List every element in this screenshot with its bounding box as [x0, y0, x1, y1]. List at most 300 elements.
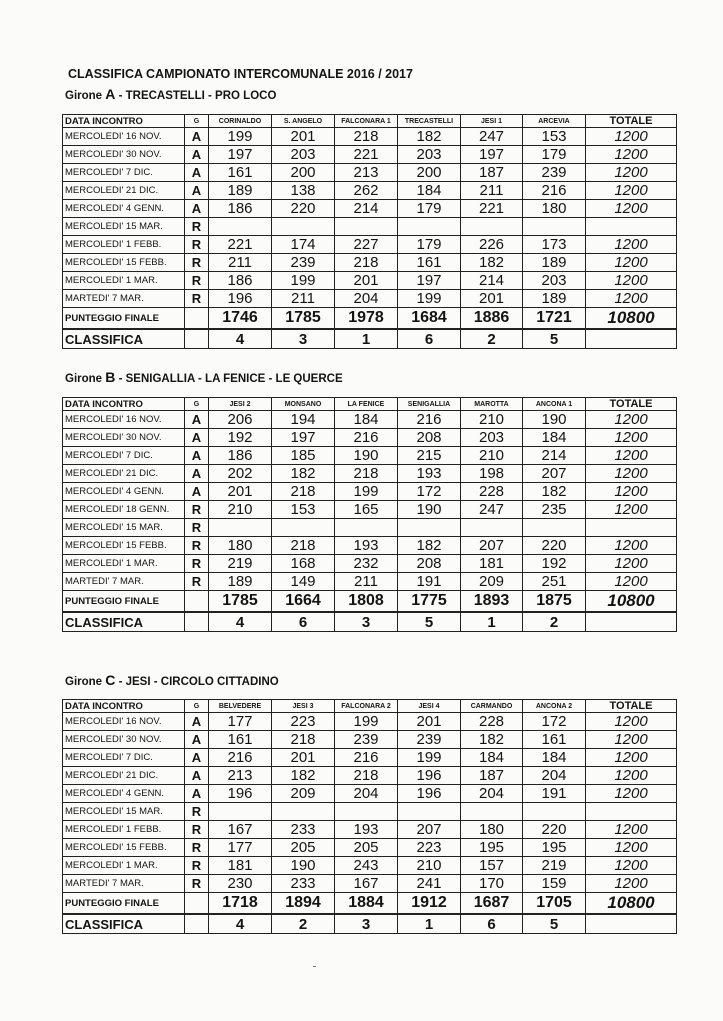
group-b-table	[62, 397, 677, 632]
team-score: 197	[209, 146, 272, 164]
table-row	[63, 857, 677, 875]
team-score: 221	[461, 200, 523, 218]
leg-marker: R	[185, 803, 209, 821]
team-score: 196	[398, 785, 461, 803]
team-score: 153	[523, 128, 586, 146]
team-score	[335, 519, 398, 537]
header-team: JESI 1	[461, 115, 523, 128]
team-score	[272, 218, 335, 236]
match-date: MERCOLEDI' 15 MAR.	[63, 519, 185, 537]
team-score: 228	[461, 483, 523, 501]
rank-total-empty	[586, 612, 677, 632]
header-team: S. ANGELO	[272, 115, 335, 128]
match-date: MERCOLEDI' 15 MAR.	[63, 803, 185, 821]
leg-marker: R	[185, 839, 209, 857]
row-total: 1200	[586, 128, 677, 146]
team-score: 219	[209, 555, 272, 573]
final-total: 10800	[586, 893, 677, 915]
leg-marker: R	[185, 272, 209, 290]
header-g: G	[185, 398, 209, 411]
leg-marker: A	[185, 767, 209, 785]
table-row	[63, 236, 677, 254]
team-score: 209	[272, 785, 335, 803]
leg-marker: A	[185, 182, 209, 200]
team-score: 185	[272, 447, 335, 465]
team-score: 207	[398, 821, 461, 839]
final-score-row	[63, 893, 677, 915]
table-row	[63, 429, 677, 447]
team-score: 184	[461, 749, 523, 767]
team-score: 221	[335, 146, 398, 164]
row-total: 1200	[586, 411, 677, 429]
scan-mark	[313, 966, 316, 967]
leg-marker: A	[185, 785, 209, 803]
row-total: 1200	[586, 182, 677, 200]
team-rank: 5	[523, 914, 586, 934]
final-g-empty	[185, 308, 209, 330]
team-score: 216	[335, 749, 398, 767]
row-total	[586, 803, 677, 821]
team-score: 182	[461, 254, 523, 272]
match-date: MERCOLEDI' 15 FEBB.	[63, 839, 185, 857]
header-team: CARMANDO	[461, 700, 523, 713]
team-score: 180	[209, 537, 272, 555]
final-score: 1705	[523, 893, 586, 915]
team-score	[335, 803, 398, 821]
team-score: 181	[209, 857, 272, 875]
team-score: 189	[209, 182, 272, 200]
team-score: 207	[461, 537, 523, 555]
team-score: 195	[523, 839, 586, 857]
leg-marker: R	[185, 254, 209, 272]
team-score: 214	[461, 272, 523, 290]
final-score: 1746	[209, 308, 272, 330]
leg-marker: R	[185, 290, 209, 308]
match-date: MERCOLEDI' 15 FEBB.	[63, 537, 185, 555]
header-team: MONSANO	[272, 398, 335, 411]
header-date: DATA INCONTRO	[63, 398, 185, 411]
team-score: 233	[272, 875, 335, 893]
header-team: ARCEVIA	[523, 115, 586, 128]
team-score	[398, 803, 461, 821]
team-score: 218	[335, 767, 398, 785]
final-g-empty	[185, 893, 209, 915]
team-score: 199	[209, 128, 272, 146]
table-row	[63, 254, 677, 272]
row-total: 1200	[586, 821, 677, 839]
row-total	[586, 218, 677, 236]
team-score	[523, 803, 586, 821]
team-rank: 1	[461, 612, 523, 632]
final-score: 1775	[398, 591, 461, 613]
team-score: 201	[398, 713, 461, 731]
match-date: MERCOLEDI' 30 NOV.	[63, 429, 185, 447]
match-date: MERCOLEDI' 1 MAR.	[63, 857, 185, 875]
rank-label: CLASSIFICA	[63, 612, 185, 632]
leg-marker: A	[185, 749, 209, 767]
team-score: 216	[398, 411, 461, 429]
final-label: PUNTEGGIO FINALE	[63, 893, 185, 915]
team-score: 193	[335, 537, 398, 555]
team-score: 204	[523, 767, 586, 785]
row-total: 1200	[586, 146, 677, 164]
team-score	[335, 218, 398, 236]
match-date: MARTEDI' 7 MAR.	[63, 290, 185, 308]
team-score: 243	[335, 857, 398, 875]
rank-g-empty	[185, 914, 209, 934]
table-row	[63, 573, 677, 591]
header-team: BELVEDERE	[209, 700, 272, 713]
row-total: 1200	[586, 767, 677, 785]
team-score: 220	[523, 537, 586, 555]
match-date: MERCOLEDI' 30 NOV.	[63, 731, 185, 749]
team-score: 161	[209, 731, 272, 749]
match-date: MERCOLEDI' 4 GENN.	[63, 785, 185, 803]
leg-marker: R	[185, 821, 209, 839]
ranking-row	[63, 612, 677, 632]
team-score: 239	[398, 731, 461, 749]
match-date: MERCOLEDI' 1 FEBB.	[63, 821, 185, 839]
final-label: PUNTEGGIO FINALE	[63, 591, 185, 613]
team-score: 196	[209, 785, 272, 803]
rank-total-empty	[586, 329, 677, 349]
team-score: 204	[335, 290, 398, 308]
header-team: JESI 2	[209, 398, 272, 411]
team-score: 247	[461, 128, 523, 146]
team-score: 214	[523, 447, 586, 465]
row-total: 1200	[586, 839, 677, 857]
ranking-row	[63, 914, 677, 934]
team-score	[272, 803, 335, 821]
final-score: 1884	[335, 893, 398, 915]
final-total: 10800	[586, 591, 677, 613]
header-team: FALCONARA 2	[335, 700, 398, 713]
team-score: 177	[209, 839, 272, 857]
row-total: 1200	[586, 555, 677, 573]
match-date: MERCOLEDI' 30 NOV.	[63, 146, 185, 164]
table-row	[63, 821, 677, 839]
final-score: 1785	[209, 591, 272, 613]
team-score: 213	[335, 164, 398, 182]
table-row	[63, 146, 677, 164]
team-score: 182	[461, 731, 523, 749]
team-score: 216	[335, 429, 398, 447]
team-score: 232	[335, 555, 398, 573]
team-rank: 2	[461, 329, 523, 349]
team-score	[398, 519, 461, 537]
final-score: 1721	[523, 308, 586, 330]
team-score: 182	[398, 537, 461, 555]
table-row	[63, 731, 677, 749]
ranking-row	[63, 329, 677, 349]
group-subtitle: - JESI - CIRCOLO CITTADINO	[118, 676, 279, 688]
table-row	[63, 875, 677, 893]
team-score: 218	[272, 537, 335, 555]
team-score: 200	[398, 164, 461, 182]
team-score: 192	[209, 429, 272, 447]
final-score: 1687	[461, 893, 523, 915]
row-total: 1200	[586, 236, 677, 254]
match-date: MERCOLEDI' 16 NOV.	[63, 411, 185, 429]
team-rank: 6	[272, 612, 335, 632]
team-score: 221	[209, 236, 272, 254]
team-rank: 6	[461, 914, 523, 934]
group-prefix: Girone	[65, 676, 103, 688]
match-date: MERCOLEDI' 15 FEBB.	[63, 254, 185, 272]
leg-marker: A	[185, 465, 209, 483]
team-score: 187	[461, 164, 523, 182]
team-score: 197	[272, 429, 335, 447]
team-score: 208	[398, 555, 461, 573]
team-score: 168	[272, 555, 335, 573]
leg-marker: A	[185, 146, 209, 164]
group-subtitle: - TRECASTELLI - PRO LOCO	[118, 90, 277, 102]
match-date: MERCOLEDI' 1 MAR.	[63, 272, 185, 290]
leg-marker: R	[185, 519, 209, 537]
team-score: 203	[523, 272, 586, 290]
table-row	[63, 713, 677, 731]
table-row	[63, 839, 677, 857]
team-rank: 1	[398, 914, 461, 934]
team-score: 196	[209, 290, 272, 308]
document-title: CLASSIFICA CAMPIONATO INTERCOMUNALE 2016 / 2017	[68, 67, 413, 81]
final-score: 1808	[335, 591, 398, 613]
team-score	[272, 519, 335, 537]
team-score	[523, 519, 586, 537]
leg-marker: R	[185, 501, 209, 519]
leg-marker: A	[185, 429, 209, 447]
match-date: MARTEDI' 7 MAR.	[63, 573, 185, 591]
team-score: 235	[523, 501, 586, 519]
match-date: MERCOLEDI' 15 MAR.	[63, 218, 185, 236]
team-rank: 2	[523, 612, 586, 632]
match-date: MERCOLEDI' 7 DIC.	[63, 447, 185, 465]
final-score: 1912	[398, 893, 461, 915]
team-score: 189	[209, 573, 272, 591]
team-rank: 4	[209, 914, 272, 934]
match-date: MERCOLEDI' 21 DIC.	[63, 465, 185, 483]
row-total: 1200	[586, 164, 677, 182]
team-score: 197	[461, 146, 523, 164]
header-team: JESI 3	[272, 700, 335, 713]
row-total: 1200	[586, 713, 677, 731]
team-score: 192	[523, 555, 586, 573]
team-score: 149	[272, 573, 335, 591]
final-g-empty	[185, 591, 209, 613]
team-score: 153	[272, 501, 335, 519]
header-g: G	[185, 700, 209, 713]
match-date: MERCOLEDI' 1 MAR.	[63, 555, 185, 573]
team-score: 196	[398, 767, 461, 785]
team-score: 202	[209, 465, 272, 483]
row-total: 1200	[586, 465, 677, 483]
team-score: 220	[272, 200, 335, 218]
leg-marker: R	[185, 573, 209, 591]
rank-total-empty	[586, 914, 677, 934]
team-score: 210	[461, 411, 523, 429]
team-score: 211	[335, 573, 398, 591]
rank-g-empty	[185, 612, 209, 632]
team-score: 161	[523, 731, 586, 749]
team-score: 180	[523, 200, 586, 218]
team-score	[461, 519, 523, 537]
table-header-row	[63, 700, 677, 713]
group-letter: A	[105, 86, 116, 102]
rank-label: CLASSIFICA	[63, 914, 185, 934]
team-score: 179	[398, 236, 461, 254]
group-a-title	[65, 86, 276, 102]
leg-marker: R	[185, 555, 209, 573]
row-total: 1200	[586, 290, 677, 308]
table-row	[63, 411, 677, 429]
team-score: 195	[461, 839, 523, 857]
final-score-row	[63, 308, 677, 330]
match-date: MERCOLEDI' 18 GENN.	[63, 501, 185, 519]
team-score: 247	[461, 501, 523, 519]
row-total: 1200	[586, 501, 677, 519]
team-score: 173	[523, 236, 586, 254]
leg-marker: A	[185, 128, 209, 146]
table-row	[63, 767, 677, 785]
group-letter: C	[105, 672, 116, 688]
team-rank: 3	[272, 329, 335, 349]
leg-marker: R	[185, 537, 209, 555]
table-row	[63, 218, 677, 236]
final-total: 10800	[586, 308, 677, 330]
team-score: 206	[209, 411, 272, 429]
header-team: LA FENICE	[335, 398, 398, 411]
row-total: 1200	[586, 200, 677, 218]
row-total: 1200	[586, 537, 677, 555]
team-score: 194	[272, 411, 335, 429]
team-score: 138	[272, 182, 335, 200]
rank-g-empty	[185, 329, 209, 349]
team-score: 230	[209, 875, 272, 893]
team-score: 159	[523, 875, 586, 893]
team-score: 177	[209, 713, 272, 731]
team-rank: 3	[335, 914, 398, 934]
team-score: 184	[523, 429, 586, 447]
final-score-row	[63, 591, 677, 613]
team-score: 186	[209, 447, 272, 465]
team-score	[209, 803, 272, 821]
match-date: MERCOLEDI' 4 GENN.	[63, 200, 185, 218]
team-score	[209, 218, 272, 236]
team-score: 167	[335, 875, 398, 893]
team-score: 223	[398, 839, 461, 857]
team-score	[523, 218, 586, 236]
table-header-row	[63, 398, 677, 411]
team-score: 204	[335, 785, 398, 803]
header-total: TOTALE	[586, 700, 677, 713]
team-score: 215	[398, 447, 461, 465]
table-row	[63, 128, 677, 146]
team-score: 198	[461, 465, 523, 483]
team-score	[209, 519, 272, 537]
team-score: 218	[335, 128, 398, 146]
final-score: 1664	[272, 591, 335, 613]
final-score: 1894	[272, 893, 335, 915]
team-score	[461, 803, 523, 821]
leg-marker: R	[185, 857, 209, 875]
team-score: 180	[461, 821, 523, 839]
team-score	[398, 218, 461, 236]
header-team: JESI 4	[398, 700, 461, 713]
team-score: 190	[398, 501, 461, 519]
group-prefix: Girone	[65, 373, 103, 385]
team-score: 184	[335, 411, 398, 429]
team-score: 205	[272, 839, 335, 857]
team-rank: 5	[523, 329, 586, 349]
row-total: 1200	[586, 785, 677, 803]
final-score: 1875	[523, 591, 586, 613]
match-date: MERCOLEDI' 1 FEBB.	[63, 236, 185, 254]
team-score: 161	[398, 254, 461, 272]
team-score: 207	[523, 465, 586, 483]
table-row	[63, 272, 677, 290]
header-team: ANCONA 2	[523, 700, 586, 713]
table-row	[63, 555, 677, 573]
team-score: 179	[398, 200, 461, 218]
team-score: 182	[272, 767, 335, 785]
team-score: 182	[398, 128, 461, 146]
team-score: 170	[461, 875, 523, 893]
team-score: 201	[209, 483, 272, 501]
match-date: MERCOLEDI' 7 DIC.	[63, 749, 185, 767]
table-row	[63, 465, 677, 483]
team-score: 165	[335, 501, 398, 519]
header-team: ANCONA 1	[523, 398, 586, 411]
leg-marker: A	[185, 200, 209, 218]
team-score: 157	[461, 857, 523, 875]
table-row	[63, 785, 677, 803]
group-letter: B	[105, 369, 116, 385]
table-row	[63, 749, 677, 767]
team-score: 210	[398, 857, 461, 875]
team-rank: 4	[209, 612, 272, 632]
team-score: 199	[398, 749, 461, 767]
team-score: 203	[461, 429, 523, 447]
table-row	[63, 200, 677, 218]
team-score: 216	[523, 182, 586, 200]
team-score: 211	[209, 254, 272, 272]
team-score	[461, 218, 523, 236]
team-score: 190	[272, 857, 335, 875]
header-team: FALCONARA 1	[335, 115, 398, 128]
team-score: 201	[272, 128, 335, 146]
row-total: 1200	[586, 254, 677, 272]
team-score: 186	[209, 200, 272, 218]
table-row	[63, 447, 677, 465]
final-score: 1893	[461, 591, 523, 613]
team-score: 210	[461, 447, 523, 465]
team-score: 189	[523, 290, 586, 308]
leg-marker: R	[185, 236, 209, 254]
match-date: MERCOLEDI' 21 DIC.	[63, 182, 185, 200]
team-rank: 5	[398, 612, 461, 632]
header-team: TRECASTELLI	[398, 115, 461, 128]
team-score: 161	[209, 164, 272, 182]
team-score: 174	[272, 236, 335, 254]
table-row	[63, 501, 677, 519]
team-score: 211	[272, 290, 335, 308]
final-score: 1785	[272, 308, 335, 330]
row-total: 1200	[586, 857, 677, 875]
leg-marker: R	[185, 875, 209, 893]
team-score: 233	[272, 821, 335, 839]
team-score: 182	[523, 483, 586, 501]
header-g: G	[185, 115, 209, 128]
